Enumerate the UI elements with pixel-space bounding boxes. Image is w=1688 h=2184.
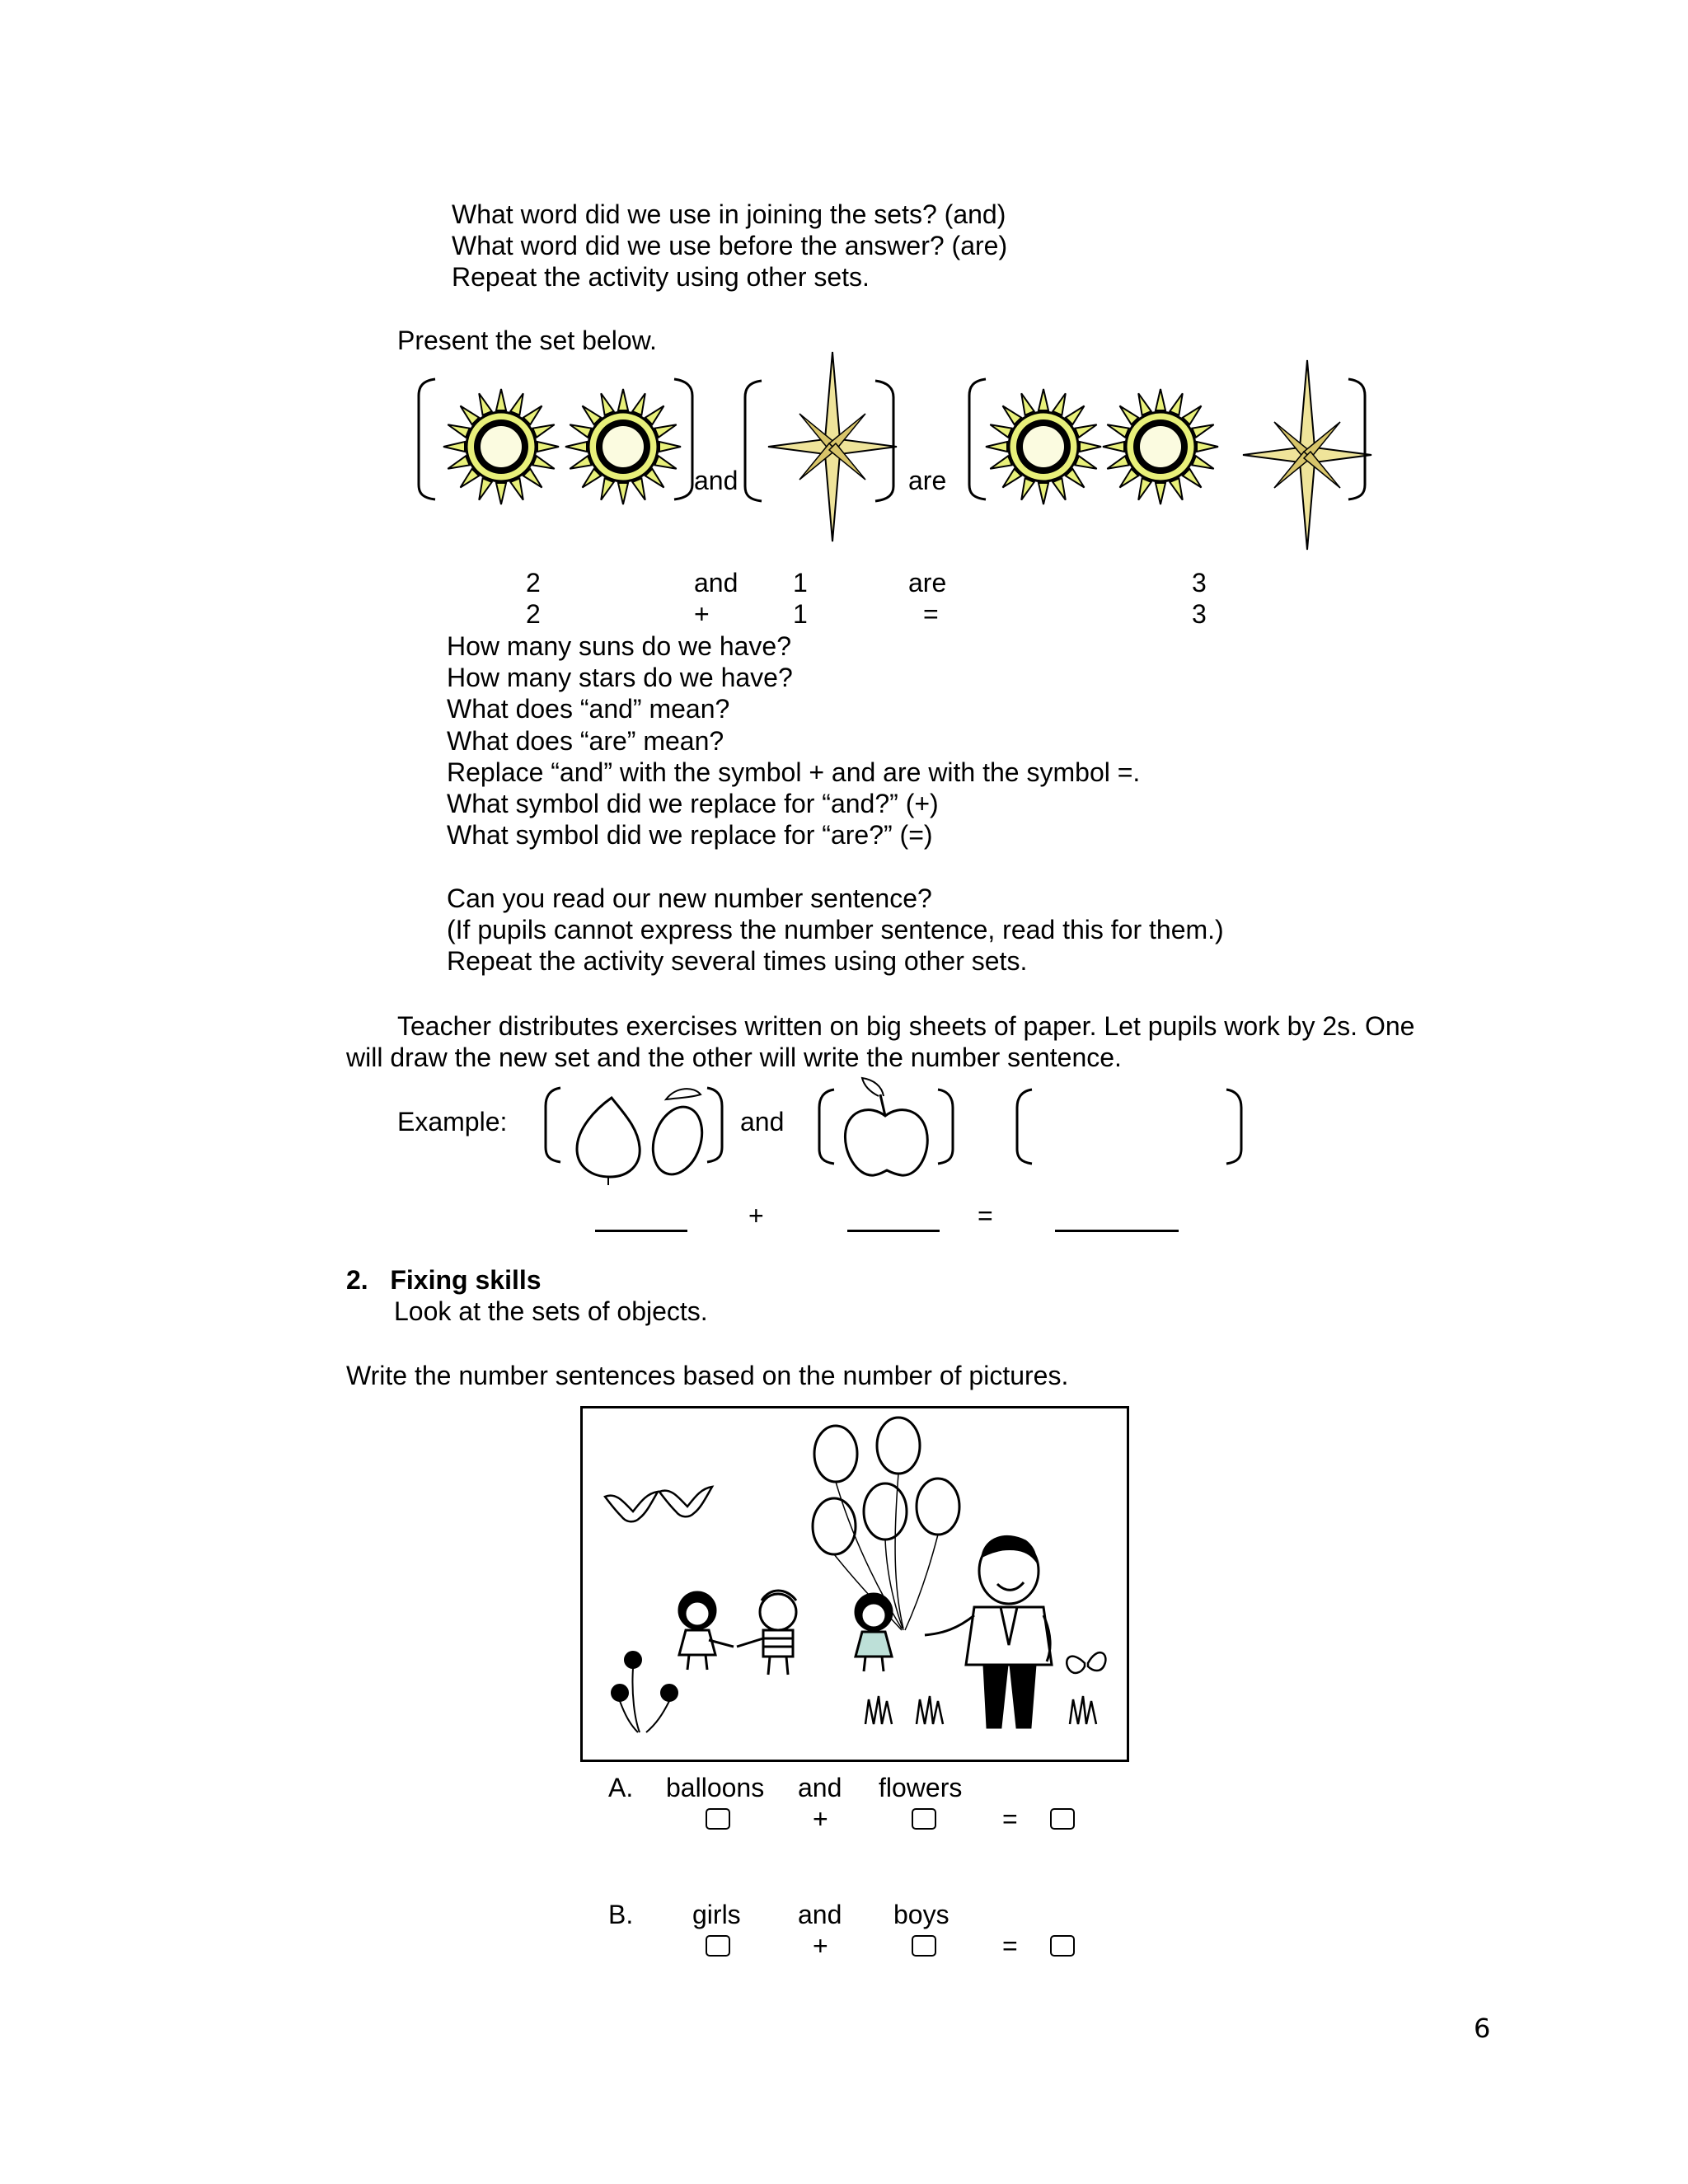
read-question: Repeat the activity several times using other sets. [447,946,1028,976]
intro-question: What word did we use in joining the sets? (and) [452,199,1006,229]
intro-question: What word did we use before the answer? (are) [452,231,1008,260]
answer-box[interactable] [706,1935,730,1957]
balloon-icon [814,1426,857,1482]
balloon-icon [917,1479,959,1535]
set-word-and: and [694,466,738,495]
example-equals: = [978,1201,993,1230]
example-plus: + [748,1201,764,1230]
equation-word: are [908,568,947,598]
exercise-letter: B. [608,1900,634,1929]
pear-icon [577,1098,640,1177]
intro-question: Repeat the activity using other sets. [452,262,870,292]
read-question: Can you read our new number sentence? [447,883,932,913]
equation-word: 1 [793,568,808,598]
read-question: (If pupils cannot express the number sentence, read this for them.) [447,915,1224,944]
exercise-letter: A. [608,1773,634,1802]
present-label: Present the set below. [397,326,657,355]
park-scene-picture [580,1406,1129,1762]
equation-symbol: 3 [1192,599,1207,629]
empty-set-bracket [1017,1090,1032,1164]
question: What does “are” mean? [447,726,724,756]
equation-symbol: = [923,599,939,629]
section-heading: 2. Fixing skills [346,1265,542,1295]
question: What does “and” mean? [447,694,730,724]
question: How many stars do we have? [447,663,793,692]
answer-box[interactable] [706,1808,730,1830]
equation-symbol: 2 [526,599,541,629]
apple-icon [845,1110,927,1175]
answer-blank [847,1230,940,1232]
exercise-plus: + [813,1804,828,1834]
exercise-plus: + [813,1931,828,1961]
answer-box[interactable] [912,1935,936,1957]
answer-blank [1055,1230,1179,1232]
section-instruction: Write the number sentences based on the number of pictures. [346,1361,1069,1390]
exercise-right-label: flowers [879,1773,963,1802]
exercise-equals: = [1002,1804,1018,1834]
question: Replace “and” with the symbol + and are with the symbol =. [447,757,1141,787]
teacher-text-line: Teacher distributes exercises written on big sheets of paper. Let pupils work by 2s. One [397,1011,1415,1041]
example-label: Example: [397,1107,508,1137]
exercise-left-label: girls [692,1900,741,1929]
question: How many suns do we have? [447,631,791,661]
section-sub: Look at the sets of objects. [394,1296,708,1326]
equation-symbol: + [694,599,710,629]
equation-word: 3 [1192,568,1207,598]
equation-word: and [694,568,738,598]
exercise-and: and [798,1773,842,1802]
equation-word: 2 [526,568,541,598]
balloon-icon [813,1498,856,1554]
empty-set-bracket [1226,1090,1241,1164]
question: What symbol did we replace for “and?” (+) [447,789,939,818]
leaf-icon [666,1089,701,1099]
example-and: and [740,1107,785,1137]
exercise-right-label: boys [893,1900,950,1929]
set-word-are: are [908,466,947,495]
answer-box[interactable] [1050,1808,1075,1830]
equation-symbol: 1 [793,599,808,629]
answer-box[interactable] [1050,1935,1075,1957]
exercise-and: and [798,1900,842,1929]
answer-blank [595,1230,687,1232]
page-number: 6 [1474,2013,1491,2044]
exercise-equals: = [1002,1931,1018,1961]
teacher-text-line: will draw the new set and the other will write the number sentence. [346,1043,1122,1072]
balloon-icon [877,1418,920,1474]
balloon-icon [864,1483,907,1540]
answer-box[interactable] [912,1808,936,1830]
lemon-icon [645,1100,710,1180]
question: What symbol did we replace for “are?” (=) [447,820,933,850]
exercise-left-label: balloons [666,1773,765,1802]
